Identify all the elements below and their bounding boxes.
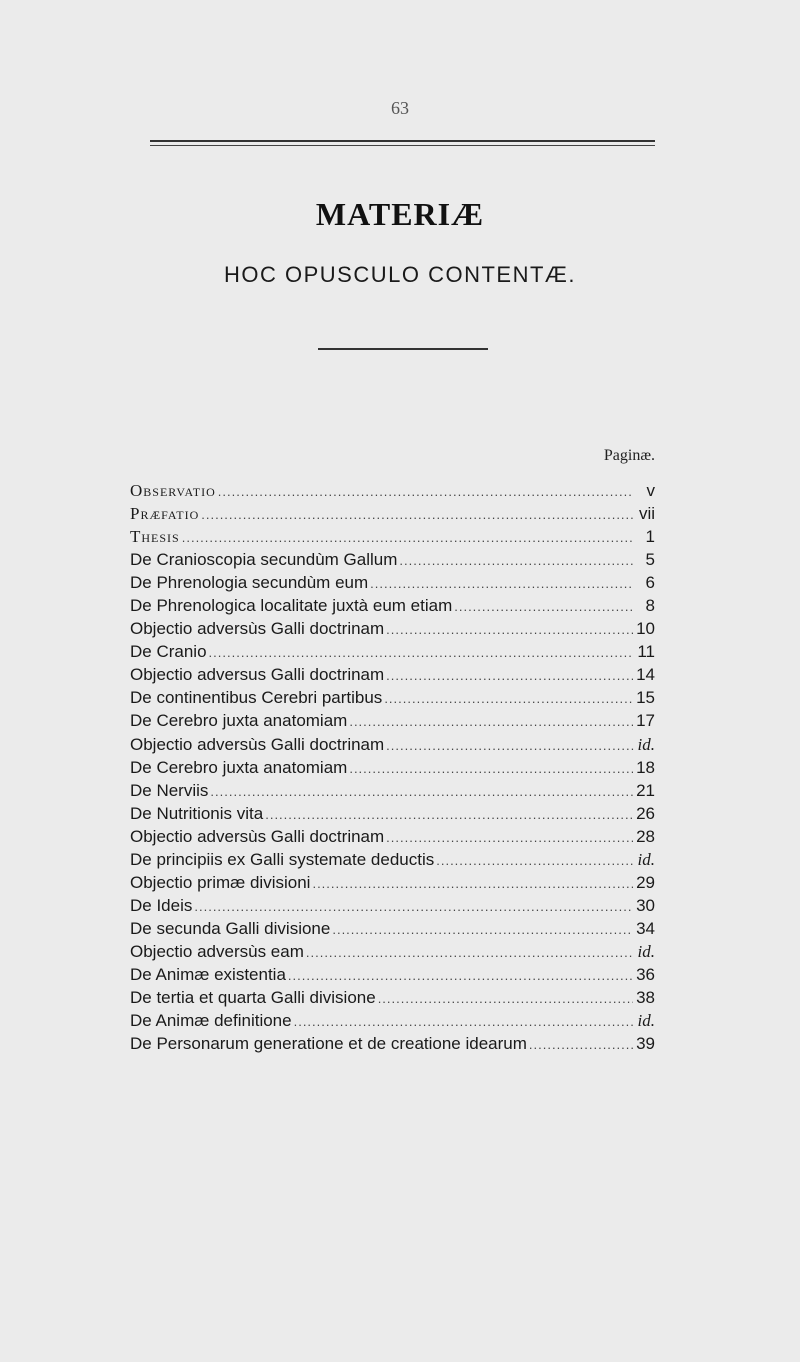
header-double-rule [150,140,655,146]
dot-leader [399,549,634,572]
toc-entry [130,479,655,502]
toc-entry [130,502,655,525]
toc-entry-page: id. [637,734,655,754]
toc-entry [130,848,655,871]
toc-entry [130,779,655,802]
toc-entry-page: 39 [636,1034,655,1054]
toc-entry-label: Objectio adversùs Galli doctrinam [130,826,385,846]
toc-entry [130,802,655,825]
toc-entry-label: De Nutritionis vita [130,803,264,823]
toc-entry-page: 15 [636,688,655,708]
toc-entry-page: 34 [636,918,655,938]
toc-entry-label: Thesis [130,527,180,547]
toc-entry [130,709,655,732]
dot-leader [370,572,634,595]
toc-entry-label: De Cerebro juxta anatomiam [130,757,348,777]
toc-entry [130,825,655,848]
dot-leader [386,734,634,757]
dot-leader [218,480,634,503]
toc-entry-label: Objectio adversus Galli doctrinam [130,665,385,685]
toc-entry-page: id. [637,941,655,961]
dot-leader [386,826,633,849]
section-divider [318,348,488,350]
toc-entry-label: De Cerebro juxta anatomiam [130,711,348,731]
toc-entry-label: De Cranio [130,642,207,662]
dot-leader [386,618,633,641]
dot-leader [194,895,633,918]
dot-leader [436,849,634,872]
toc-entry-label: De Phrenologia secundùm eum [130,573,369,593]
toc-entry-label: De Ideis [130,895,193,915]
toc-entry-page: 30 [636,895,655,915]
toc-entry-page: 17 [636,711,655,731]
dot-leader [288,964,633,987]
dot-leader [386,664,633,687]
toc-entry [130,594,655,617]
pages-column-header: Paginæ. [603,447,655,464]
toc-entry-label: Objectio adversùs eam [130,941,304,961]
toc-entry-page: 18 [636,757,655,777]
dot-leader [209,641,634,664]
toc-entry-label: Objectio adversùs Galli doctrinam [130,734,385,754]
page-title: MATERIÆ [315,196,485,232]
toc-entry-page: 29 [636,872,655,892]
toc-entry [130,940,655,963]
dot-leader [265,803,633,826]
page-number: 63 [391,98,409,118]
toc-entry-page: 26 [636,803,655,823]
toc-entry [130,733,655,756]
toc-entry-label: De Nerviis [130,780,209,800]
toc-entry-page: 38 [636,988,655,1008]
toc-entry-page: 11 [637,642,655,662]
toc-entry-page: v [646,481,655,500]
dot-leader [349,710,633,733]
toc-entry [130,1009,655,1032]
toc-entry [130,525,655,548]
dot-leader [312,872,633,895]
toc-entry [130,686,655,709]
toc-entry-label: De secunda Galli divisione [130,918,331,938]
toc-entry [130,894,655,917]
toc-entry [130,1032,655,1055]
dot-leader [182,526,634,549]
toc-entry-page: vii [638,504,655,524]
dot-leader [529,1033,633,1056]
toc-entry [130,571,655,594]
toc-entry-label: Objectio adversùs Galli doctrinam [130,619,385,639]
toc-entry [130,548,655,571]
toc-entry [130,640,655,663]
toc-entry-page: 5 [645,550,655,570]
dot-leader [210,780,633,803]
toc-entry-label: De Animæ existentia [130,964,286,984]
toc-entry-label: De tertia et quarta Galli divisione [130,988,376,1008]
toc-entry [130,986,655,1009]
toc-entry-label: Objectio primæ divisioni [130,872,311,892]
toc-entry [130,756,655,779]
toc-entry-page: 36 [636,964,655,984]
toc-entry [130,917,655,940]
toc-entry-page: id. [637,849,655,869]
dot-leader [332,918,633,941]
dot-leader [201,503,634,526]
toc-entry-label: De Cranioscopia secundùm Gallum [130,550,398,570]
toc-entry-label: De principiis ex Galli systemate deductis [130,849,435,869]
toc-entry [130,871,655,894]
toc-entry-label: De Phrenologica localitate juxtà eum etiam [130,596,453,616]
toc-entry [130,617,655,640]
toc-entry-page: 10 [636,619,655,639]
toc-entry [130,963,655,986]
dot-leader [349,757,633,780]
toc-entry-label: De continentibus Cerebri partibus [130,688,383,708]
table-of-contents [130,479,655,1055]
dot-leader [454,595,634,618]
toc-entry-page: 6 [645,573,655,593]
dot-leader [384,687,633,710]
toc-entry-page: 28 [636,826,655,846]
toc-entry-label: De Personarum generatione et de creatione idearum [130,1034,527,1054]
toc-entry-page: 1 [645,527,655,547]
toc-entry-page: id. [637,1011,655,1031]
page-subtitle: HOC OPUSCULO CONTENTÆ. [223,262,577,287]
toc-entry-page: 8 [645,596,655,616]
toc-entry-page: 21 [636,780,655,800]
dot-leader [294,1010,634,1033]
toc-entry [130,663,655,686]
toc-entry-label: Præfatio [130,504,200,524]
toc-entry-page: 14 [636,665,655,685]
dot-leader [378,987,633,1010]
dot-leader [306,941,634,964]
toc-entry-label: De Animæ definitione [130,1011,292,1031]
toc-entry-label: Observatio [130,481,216,500]
